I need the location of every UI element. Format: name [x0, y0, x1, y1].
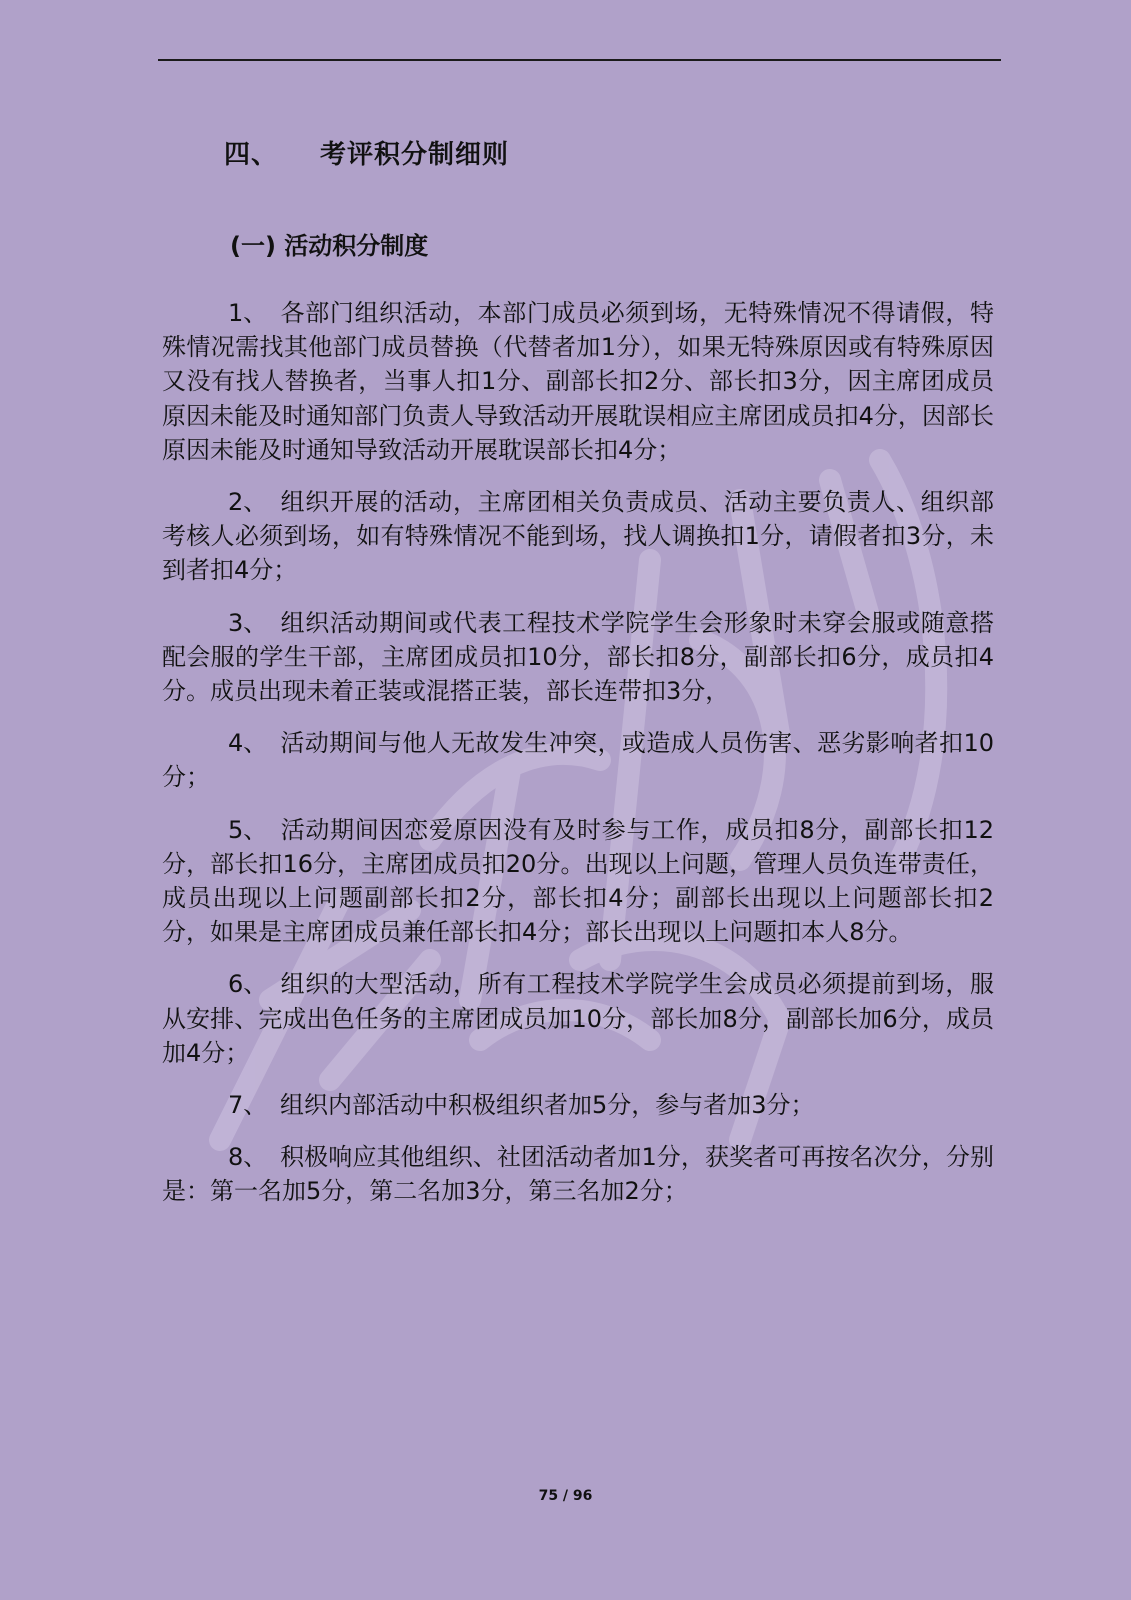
- rule-text: 各部门组织活动，本部门成员必须到场，无特殊情况不得请假，特殊情况需找其他部门成员替换（代替者加1分），如果无特殊原因或有特殊原因又没有找人替换者，当事人扣1分、副部长扣2分、部长扣3分，因主席团成员原因未能及时通知部门负责人导致活动开展耽误相应主席团成员扣4分，因部长原因未能及时通知导致活动开展耽误部长扣4分；: [162, 299, 994, 464]
- rule-number: 4、: [228, 729, 268, 758]
- rule-text: 组织的大型活动，所有工程技术学院学生会成员必须提前到场，服从安排、完成出色任务的主席团成员加10分，部长加8分，副部长加6分，成员加4分；: [162, 970, 994, 1067]
- rule-number: 1、: [228, 299, 268, 327]
- rule-text: 组织开展的活动，主席团相关负责成员、活动主要负责人、组织部考核人必须到场，如有特殊情况不能到场，找人调换扣1分，请假者扣3分，未到者扣4分；: [162, 488, 994, 585]
- rule-paragraph: [162, 813, 994, 950]
- rule-paragraph: [162, 485, 994, 588]
- rule-number: 8、: [228, 1143, 268, 1172]
- section-number: 四、: [224, 140, 279, 170]
- rule-number: 5、: [228, 815, 268, 844]
- rule-paragraph: [162, 1088, 994, 1122]
- rule-paragraph: [162, 606, 994, 709]
- rule-text: 组织内部活动中积极组织者加5分，参与者加3分；: [280, 1091, 815, 1120]
- rule-text: 积极响应其他组织、社团活动者加1分，获奖者可再按名次分，分别是：第一名加5分，第二名加3分，第三名加2分；: [162, 1143, 994, 1206]
- rule-number: 3、: [228, 608, 268, 637]
- subsection-heading: (一) 活动积分制度: [230, 232, 429, 260]
- rules-list: [162, 296, 994, 1227]
- rule-text: 活动期间与他人无故发生冲突，或造成人员伤害、恶劣影响者扣10分；: [162, 729, 994, 792]
- rule-paragraph: [162, 1140, 994, 1208]
- rule-paragraph: [162, 967, 994, 1070]
- rule-text: 活动期间因恋爱原因没有及时参与工作，成员扣8分，副部长扣12分，部长扣16分，主席团成员扣20分。出现以上问题，管理人员负连带责任，成员出现以上问题副部长扣2分，部长扣4分；副部长出现以上问题部长扣2分，如果是主席团成员兼任部长扣4分；部长出现以上问题扣本人8分。: [162, 815, 994, 947]
- rule-paragraph: [162, 726, 994, 794]
- rule-number: 6、: [228, 970, 268, 999]
- rule-number: 2、: [228, 488, 268, 517]
- page-number: 75 / 96: [538, 1488, 593, 1504]
- section-heading: [224, 134, 509, 171]
- rule-text: 组织活动期间或代表工程技术学院学生会形象时未穿会服或随意搭配会服的学生干部，主席团成员扣10分，部长扣8分，副部长扣6分，成员扣4分。成员出现未着正装或混搭正装，部长连带扣3分，: [162, 608, 994, 706]
- header-rule: [158, 59, 1001, 61]
- rule-paragraph: [162, 296, 994, 467]
- section-title: 考评积分制细则: [320, 140, 510, 170]
- rule-number: 7、: [228, 1091, 268, 1120]
